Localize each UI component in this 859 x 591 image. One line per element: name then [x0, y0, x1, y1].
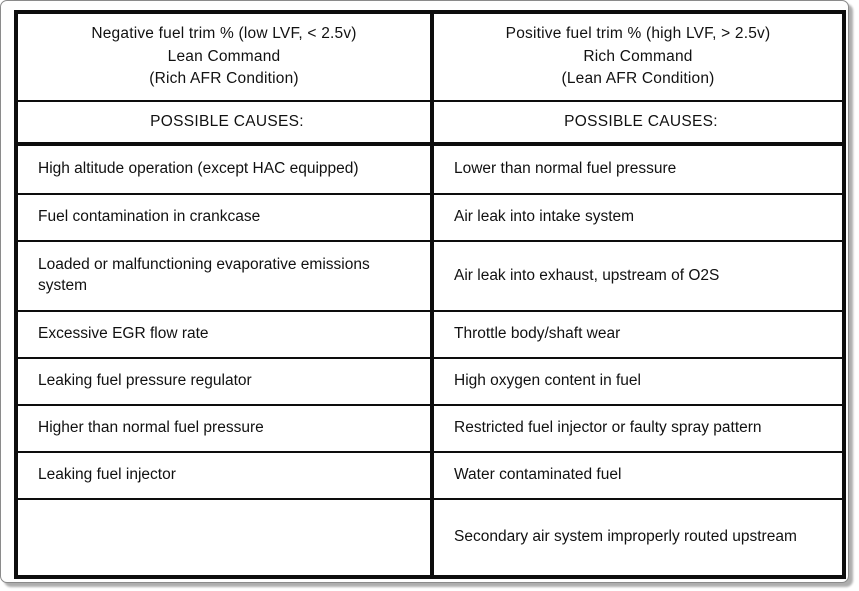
cause-cell-right: Secondary air system improperly routed upstream [430, 500, 842, 575]
table-row [18, 498, 842, 575]
header-line: (Lean AFR Condition) [561, 70, 715, 88]
cause-cell-right: Air leak into exhaust, upstream of O2S [430, 242, 842, 310]
cause-cell-right: Lower than normal fuel pressure [430, 146, 842, 193]
cause-cell-left: Leaking fuel injector [38, 466, 176, 484]
table-body [18, 146, 842, 575]
cause-cell-right: Throttle body/shaft wear [430, 312, 842, 357]
subheader-possible-causes-right: POSSIBLE CAUSES: [430, 102, 842, 142]
header-cell-negative-fuel-trim [18, 14, 430, 100]
cause-cell-left: Fuel contamination in crankcase [38, 208, 261, 226]
table-row [18, 193, 842, 240]
cause-cell-left: Higher than normal fuel pressure [38, 419, 264, 437]
table-row [18, 404, 842, 451]
cause-cell-left: Leaking fuel pressure regulator [38, 372, 252, 390]
fuel-trim-causes-table [14, 10, 846, 579]
table-row [18, 310, 842, 357]
header-line: Negative fuel trim % (low LVF, < 2.5v) [91, 25, 357, 43]
table-row [18, 146, 842, 193]
cause-cell-left: Excessive EGR flow rate [38, 325, 209, 343]
cause-cell-left: High altitude operation (except HAC equipped) [38, 160, 359, 178]
header-line: Positive fuel trim % (high LVF, > 2.5v) [505, 25, 771, 43]
header-cell-positive-fuel-trim [430, 14, 842, 100]
cause-cell-left-empty [18, 500, 430, 575]
table-row [18, 240, 842, 310]
header-line: (Rich AFR Condition) [149, 70, 299, 88]
cause-cell-right: Air leak into intake system [430, 195, 842, 240]
header-line: Lean Command [167, 47, 281, 65]
cause-cell-right: High oxygen content in fuel [430, 359, 842, 404]
table-row [18, 357, 842, 404]
table-row [18, 451, 842, 498]
header-line: Rich Command [583, 47, 693, 65]
cause-cell-left: Loaded or malfunctioning evaporative emissions system [38, 256, 370, 294]
subheader-possible-causes-left: POSSIBLE CAUSES: [150, 112, 304, 130]
cause-cell-right: Restricted fuel injector or faulty spray pattern [430, 406, 842, 451]
header-row [18, 14, 842, 100]
subheader-row [18, 100, 842, 146]
cause-cell-right: Water contaminated fuel [430, 453, 842, 498]
